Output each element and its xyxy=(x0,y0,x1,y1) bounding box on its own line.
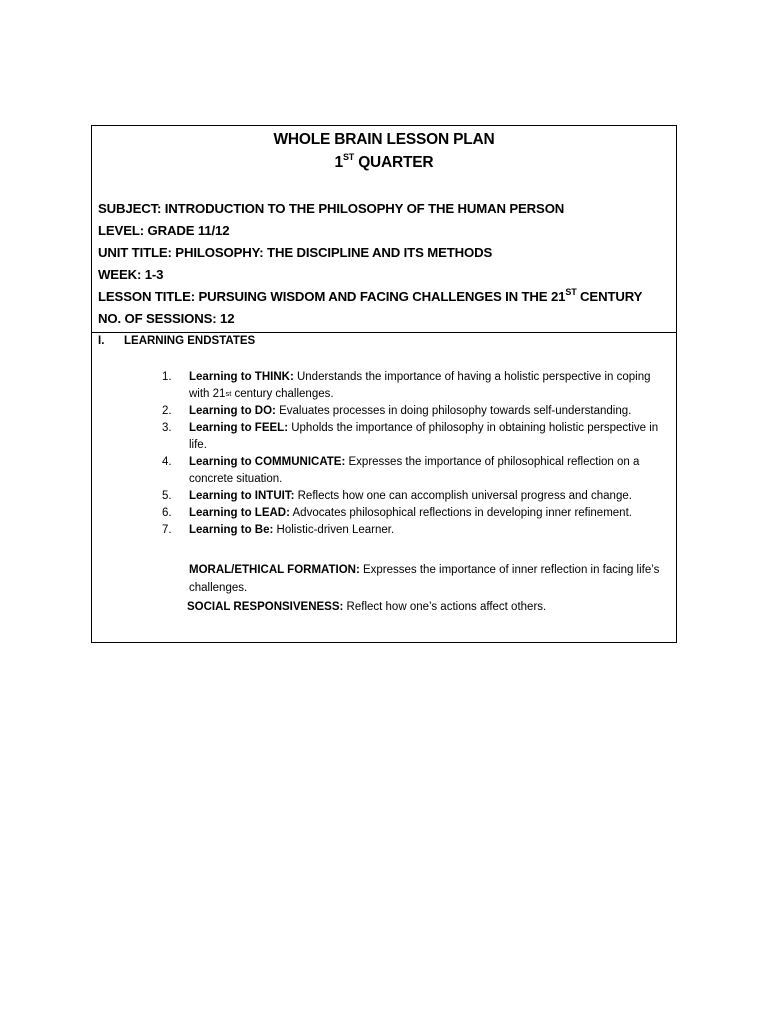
item-number: 1. xyxy=(162,371,172,383)
social-text: Reflect how one’s actions affect others. xyxy=(343,601,547,613)
quarter-suffix: ST xyxy=(342,152,355,162)
item-label: Learning to DO: xyxy=(189,405,276,417)
social-label: SOCIAL RESPONSIVENESS: xyxy=(187,601,344,613)
lesson-title-text: LESSON TITLE: PURSUING WISDOM AND FACING CHALLENGES IN THE 21 xyxy=(98,289,566,304)
item-text: Upholds the importance of philosophy in obtaining holistic perspective in life. xyxy=(189,422,659,451)
item-number: 4. xyxy=(162,456,172,468)
item-text: Expresses the importance of philosophical reflection on a concrete situation. xyxy=(189,456,640,485)
item-text: Understands the importance of having a holistic perspective in coping with 21 xyxy=(189,371,651,400)
item-number: 2. xyxy=(162,405,172,417)
list-item xyxy=(162,522,672,539)
quarter-word: QUARTER xyxy=(358,154,434,171)
week-line: WEEK: 1-3 xyxy=(98,267,164,282)
item-label: Learning to LEAD: xyxy=(189,507,290,519)
item-sup: st xyxy=(225,389,232,398)
item-label: Learning to FEEL: xyxy=(189,422,289,434)
list-item xyxy=(162,488,672,505)
item-number: 6. xyxy=(162,507,172,519)
item-number: 3. xyxy=(162,422,172,434)
list-item xyxy=(162,420,672,454)
item-text: Reflects how one can accomplish universal progress and change. xyxy=(294,490,632,502)
social-responsiveness xyxy=(187,599,672,617)
header-cell xyxy=(92,126,676,333)
list-item xyxy=(162,454,672,488)
endstates-list xyxy=(162,369,672,539)
lesson-title-suffix: ST xyxy=(565,287,577,297)
list-item xyxy=(162,505,672,522)
sessions-line: NO. OF SESSIONS: 12 xyxy=(98,311,235,326)
item-text: Advocates philosophical reflections in developing inner refinement. xyxy=(289,507,632,519)
lesson-title-line xyxy=(98,289,642,304)
moral-formation xyxy=(189,562,674,597)
section-heading xyxy=(98,335,255,347)
lesson-plan-table xyxy=(91,125,677,643)
item-label: Learning to COMMUNICATE: xyxy=(189,456,346,468)
moral-text: Expresses the importance of inner reflection in facing life’s challenges. xyxy=(189,564,660,594)
item-label: Learning to Be: xyxy=(189,524,274,536)
list-item xyxy=(162,369,672,403)
item-number: 5. xyxy=(162,490,172,502)
item-text: Evaluates processes in doing philosophy towards self-understanding. xyxy=(275,405,632,417)
section-numeral: I. xyxy=(98,335,105,347)
section-title: LEARNING ENDSTATES xyxy=(124,335,256,347)
quarter-heading xyxy=(92,154,676,172)
list-item xyxy=(162,403,672,420)
item-text: Holistic-driven Learner. xyxy=(273,524,395,536)
unit-title-line: UNIT TITLE: PHILOSOPHY: THE DISCIPLINE AND ITS METHODS xyxy=(98,245,493,260)
item-label: Learning to INTUIT: xyxy=(189,490,295,502)
subject-line: SUBJECT: INTRODUCTION TO THE PHILOSOPHY OF THE HUMAN PERSON xyxy=(98,201,565,216)
level-line: LEVEL: GRADE 11/12 xyxy=(98,223,230,238)
item-number: 7. xyxy=(162,524,172,536)
quarter-number: 1 xyxy=(334,154,343,171)
moral-label: MORAL/ETHICAL FORMATION: xyxy=(189,564,360,576)
page-title: WHOLE BRAIN LESSON PLAN xyxy=(273,131,495,148)
lesson-title-end: CENTURY xyxy=(576,289,643,304)
item-label: Learning to THINK: xyxy=(189,371,294,383)
item-text-end: century challenges. xyxy=(231,388,334,400)
